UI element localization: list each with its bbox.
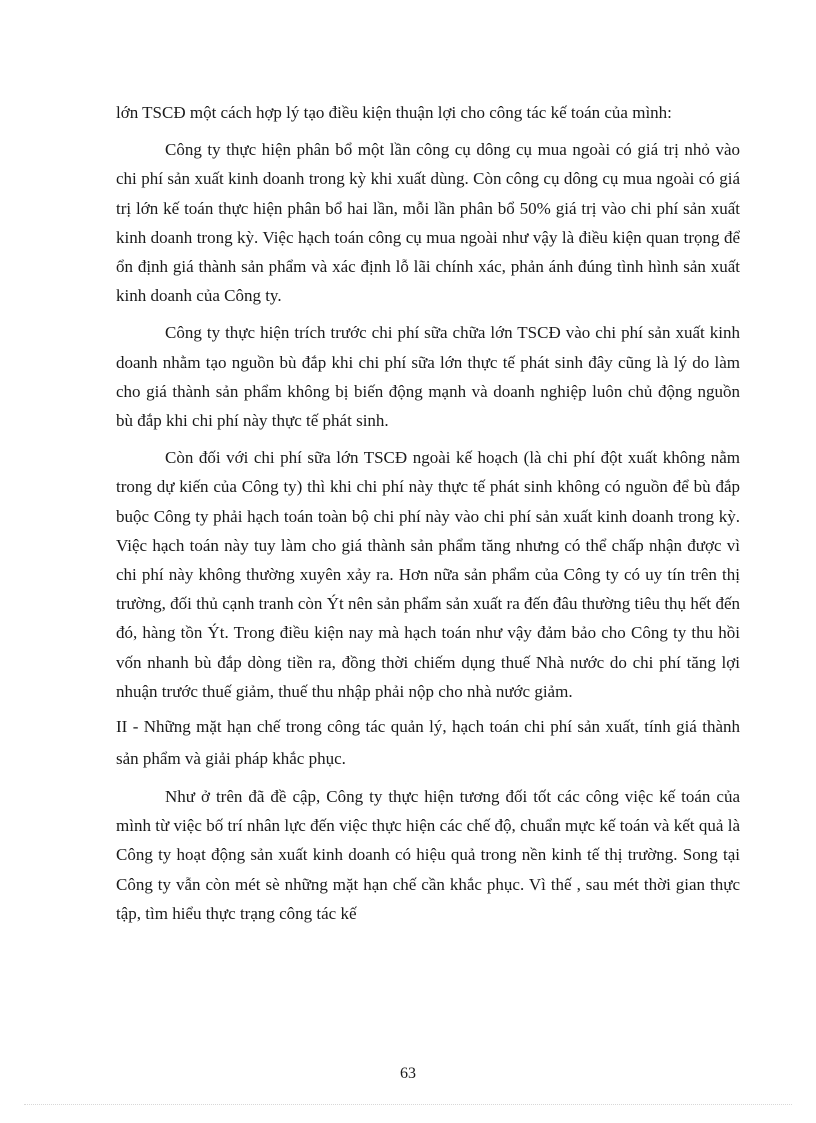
- paragraph-limitations-intro: Như ở trên đã đề cập, Công ty thực hiện tương đối tốt các công việc kế toán của mình từ việc bố trí nhân lực đến việc thực hiện các chế độ, chuẩn mực kế toán và kết quả là Công ty hoạt động sản xuất kinh doanh có hiệu quả trong nền kinh tế thị trường. Song tại Công ty vẫn còn mét sè những mặt hạn chế cần khắc phục. Vì thế , sau mét thời gian thực tập, tìm hiểu thực trạng công tác kế: [116, 787, 740, 923]
- paragraph-tool-allocation: Công ty thực hiện phân bổ một lần công cụ dông cụ mua ngoài có giá trị nhỏ vào chi phí sản xuất kinh doanh trong kỳ khi xuất dùng. Còn công cụ dông cụ mua ngoài có giá trị lớn kế toán thực hiện phân bổ hai lần, mỗi lần phân bổ 50% giá trị vào chi phí sản xuất kinh doanh trong kỳ. Việc hạch toán công cụ mua ngoài như vậy là điều kiện quan trọng để ổn định giá thành sản phẩm và xác định lỗ lãi chính xác, phản ánh đúng tình hình sản xuất kinh doanh của Công ty.: [116, 140, 740, 306]
- paragraph-unplanned-repair: Còn đối với chi phí sữa lớn TSCĐ ngoài kế hoạch (là chi phí đột xuất không nằm trong dự kiến của Công ty) thì khi chi phí này thực tế phát sinh không có nguồn để bù đắp buộc Công ty phải hạch toán toàn bộ chi phí này vào chi phí sản xuất kinh doanh trong kỳ. Việc hạch toán này tuy làm cho giá thành sản phẩm tăng nhưng có thể chấp nhận được vì chi phí này không thường xuyên xảy ra. Hơn nữa sản phẩm của Công ty có uy tín trên thị trường, đối thủ cạnh tranh còn Ýt nên sản phẩm sản xuất ra đến đâu thường tiêu thụ hết đến đó, hàng tồn Ýt. Trong điều kiện nay mà hạch toán như vậy đảm bảo cho Công ty thu hồi vốn nhanh bù đắp dòng tiền ra, đồng thời chiếm dụng thuế Nhà nước do chi phí tăng lợi nhuận trước thuế giảm, thuế thu nhập phải nộp cho nhà nước giảm.: [116, 448, 740, 701]
- footer-divider: [24, 1104, 792, 1105]
- paragraph-continuation: lớn TSCĐ một cách hợp lý tạo điều kiện thuận lợi cho công tác kế toán của mình:: [116, 103, 672, 122]
- page-number: 63: [400, 1065, 416, 1082]
- section-heading: II - Những mặt hạn chế trong công tác quản lý, hạch toán chi phí sản xuất, tính giá thành sản phẩm và giải pháp khắc phục.: [116, 717, 740, 769]
- body-text: [116, 98, 740, 928]
- paragraph-repair-accrual: Công ty thực hiện trích trước chi phí sữa chữa lớn TSCĐ vào chi phí sản xuất kinh doanh nhằm tạo nguồn bù đắp khi chi phí sữa lớn thực tế phát sinh đây cũng là lý do làm cho giá thành sản phẩm không bị biến động mạnh và doanh nghiệp luôn chủ động nguồn bù đắp khi chi phí này thực tế phát sinh.: [116, 323, 740, 431]
